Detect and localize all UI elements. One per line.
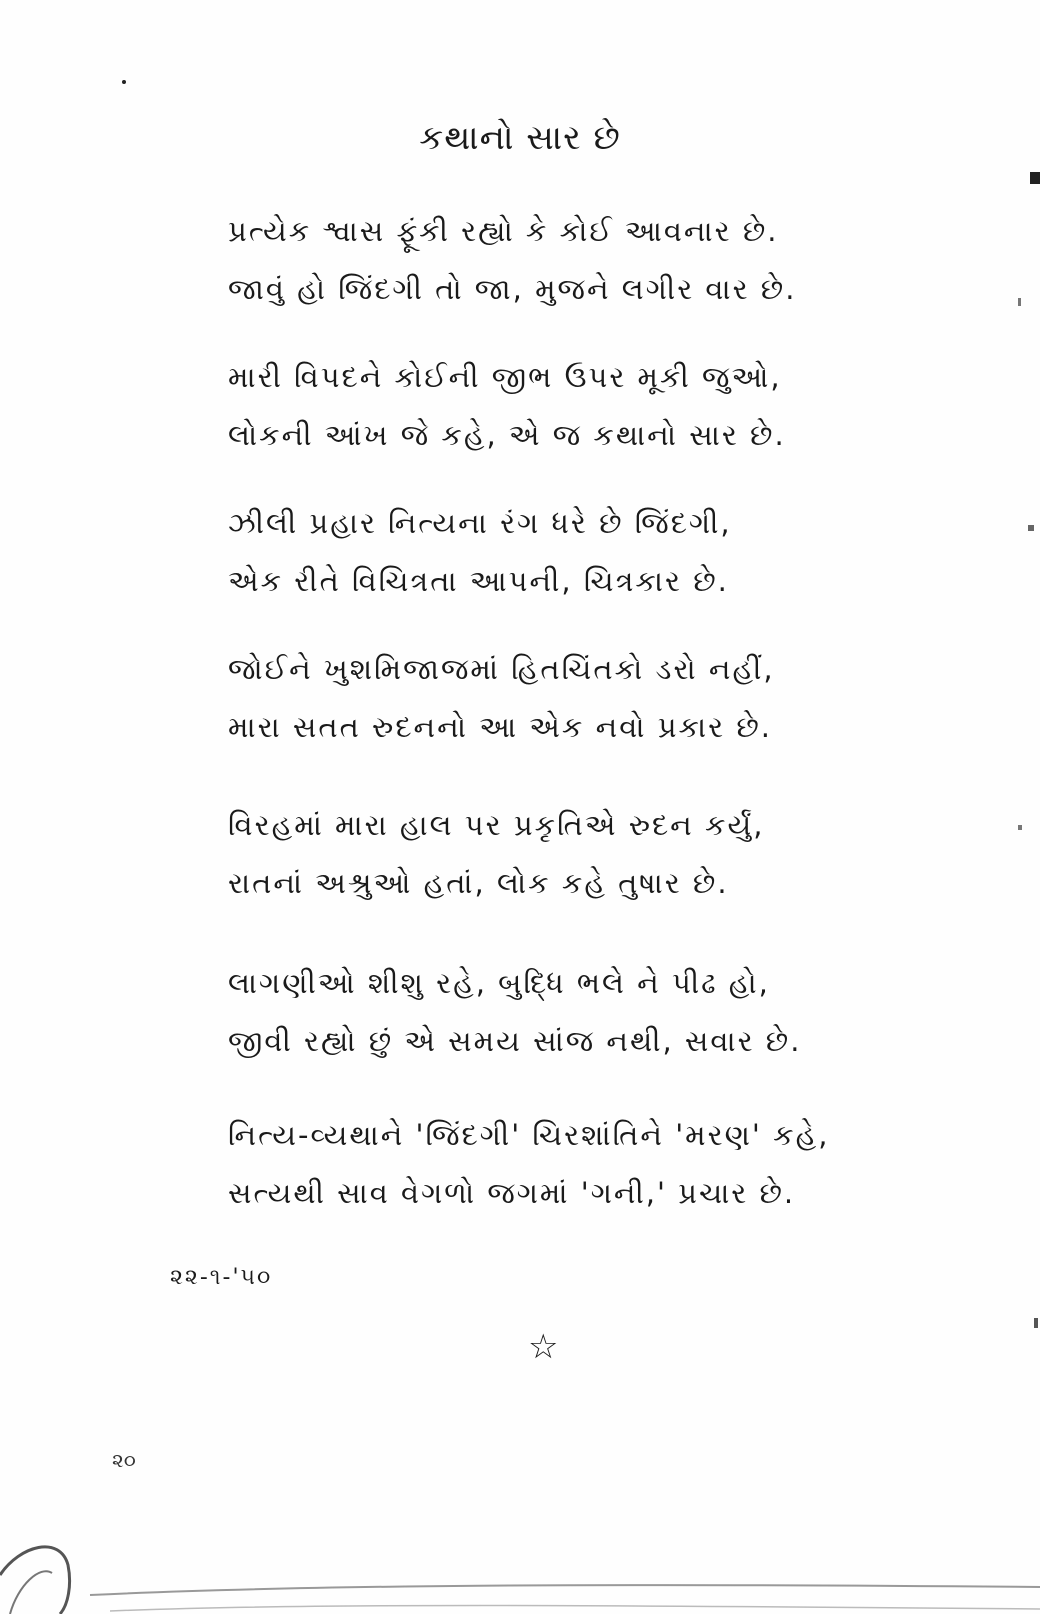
verse-line: નિત્ય-વ્યથાને 'જિંદગી' ચિરશાંતિને 'મરણ' કહે, xyxy=(228,1118,830,1152)
verse-line: મારા સતત રુદનનો આ એક નવો પ્રકાર છે. xyxy=(228,710,772,744)
star-ornament-icon: ☆ xyxy=(528,1327,559,1367)
stanza-2 xyxy=(228,348,848,464)
stanza-1 xyxy=(228,202,848,318)
page-number: ૨૦ xyxy=(112,1448,136,1472)
verse-line: પ્રત્યેક શ્વાસ ફૂંકી રહ્યો કે કોઈ આવનાર છે. xyxy=(228,214,779,248)
scan-edge-mark xyxy=(1030,172,1040,184)
verse-line: ઝીલી પ્રહાર નિત્યના રંગ ધરે છે જિંદગી, xyxy=(228,506,732,540)
scan-edge-mark xyxy=(1018,298,1021,306)
poem-title: કથાનો સાર છે xyxy=(419,118,621,158)
verse-line: એક રીતે વિચિત્રતા આપની, ચિત્રકાર છે. xyxy=(228,564,729,598)
scan-edge-mark xyxy=(1018,825,1022,830)
stanza-5 xyxy=(228,796,848,912)
scan-edge-mark xyxy=(1034,1318,1038,1328)
stanza-7 xyxy=(228,1106,848,1222)
verse-line: લોકની આંખ જે કહે, એ જ કથાનો સાર છે. xyxy=(228,418,786,452)
poem-date: ૨૨-૧-'૫૦ xyxy=(170,1265,273,1290)
verse-line: સત્યથી સાવ વેગળો જગમાં 'ગની,' પ્રચાર છે. xyxy=(228,1176,796,1210)
verse-line: લાગણીઓ શીશુ રહે, બુદ્ધિ ભલે ને પીઢ હો, xyxy=(228,966,770,1000)
verse-line: મારી વિપદને કોઈની જીભ ઉપર મૂકી જુઓ, xyxy=(228,360,782,394)
verse-line: જોઈને ખુશમિજાજમાં હિતચિંતકો ડરો નહીં, xyxy=(228,652,775,686)
stanza-3 xyxy=(228,494,848,610)
verse-line: રાતનાં અશ્રુઓ હતાં, લોક કહે તુષાર છે. xyxy=(228,866,729,900)
scan-edge-mark xyxy=(1028,525,1034,531)
stanza-6 xyxy=(228,954,848,1070)
bottom-scan-artifact xyxy=(0,1525,1040,1614)
stanza-4 xyxy=(228,640,848,756)
scan-dot xyxy=(122,80,126,84)
verse-line: વિરહમાં મારા હાલ પર પ્રકૃતિએ રુદન કર્યું, xyxy=(228,808,765,842)
verse-line: જીવી રહ્યો છું એ સમય સાંજ નથી, સવાર છે. xyxy=(228,1024,802,1058)
verse-line: જાવું હો જિંદગી તો જા, મુજને લગીર વાર છે. xyxy=(228,272,797,306)
